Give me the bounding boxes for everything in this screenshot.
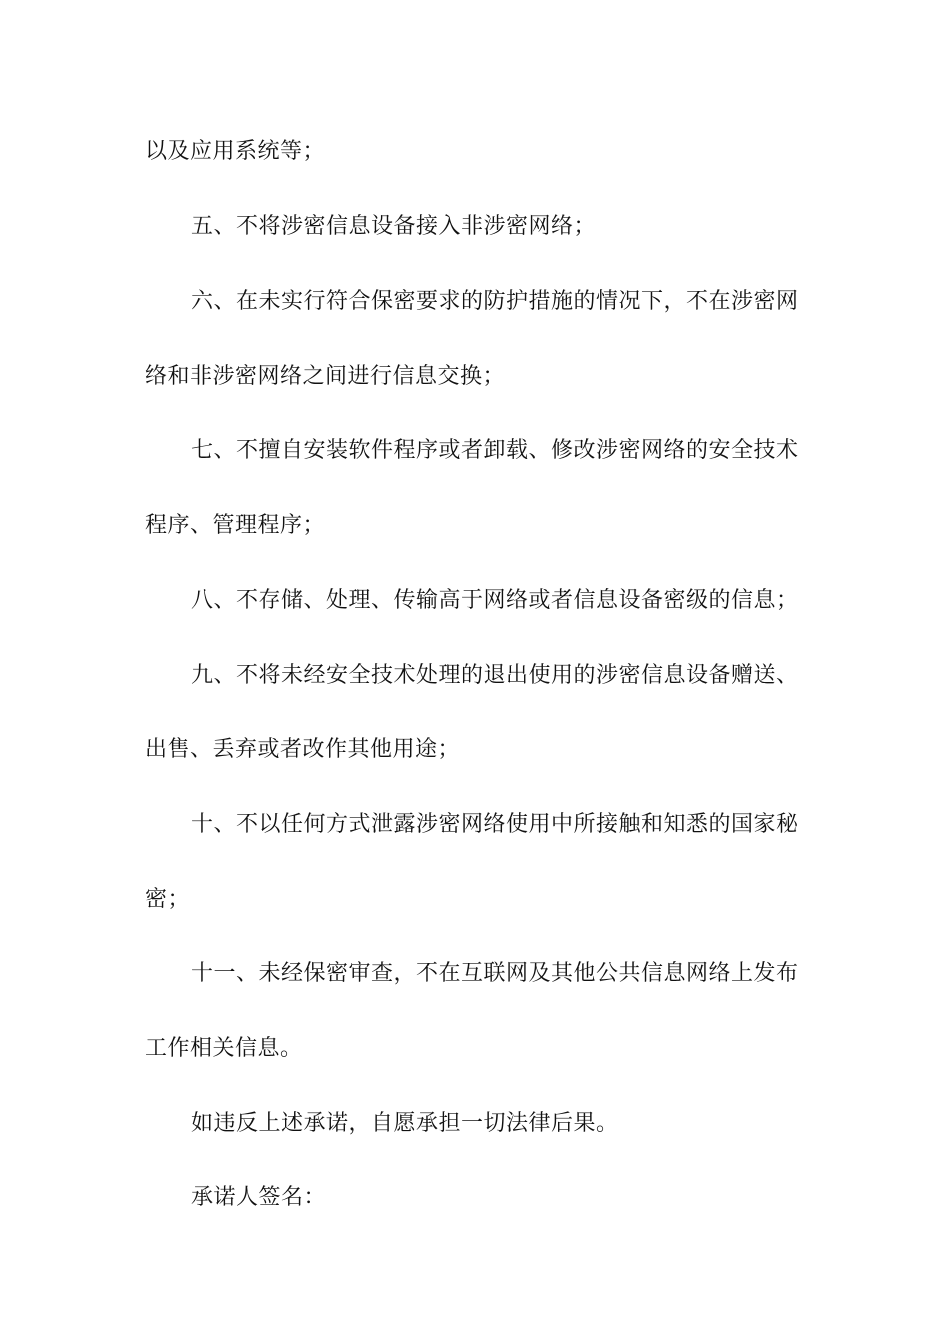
- clause-7-line-1: 七、不擅自安装软件程序或者卸载、修改涉密网络的安全技术: [191, 438, 799, 463]
- clause-11-line-2: 工作相关信息。: [145, 1036, 303, 1061]
- text-line-continuation: 以及应用系统等；: [145, 139, 326, 164]
- clause-11-line-1: 十一、未经保密审查，不在互联网及其他公共信息网络上发布: [191, 961, 799, 986]
- clause-10-line-2: 密；: [145, 887, 191, 912]
- clause-9-line-2: 出售、丢弃或者改作其他用途；: [145, 737, 461, 762]
- clause-6-line-1: 六、在未实行符合保密要求的防护措施的情况下，不在涉密网: [191, 289, 799, 314]
- clause-5: 五、不将涉密信息设备接入非涉密网络；: [191, 214, 597, 239]
- clause-8: 八、不存储、处理、传输高于网络或者信息设备密级的信息；: [191, 588, 799, 613]
- clause-9-line-1: 九、不将未经安全技术处理的退出使用的涉密信息设备赠送、: [191, 663, 799, 688]
- clause-10-line-1: 十、不以任何方式泄露涉密网络使用中所接触和知悉的国家秘: [191, 812, 799, 837]
- clause-7-line-2: 程序、管理程序；: [145, 513, 326, 538]
- clause-6-line-2: 络和非涉密网络之间进行信息交换；: [145, 364, 506, 389]
- signature-label: 承诺人签名：: [191, 1185, 327, 1210]
- consequence-statement: 如违反上述承诺，自愿承担一切法律后果。: [191, 1111, 619, 1136]
